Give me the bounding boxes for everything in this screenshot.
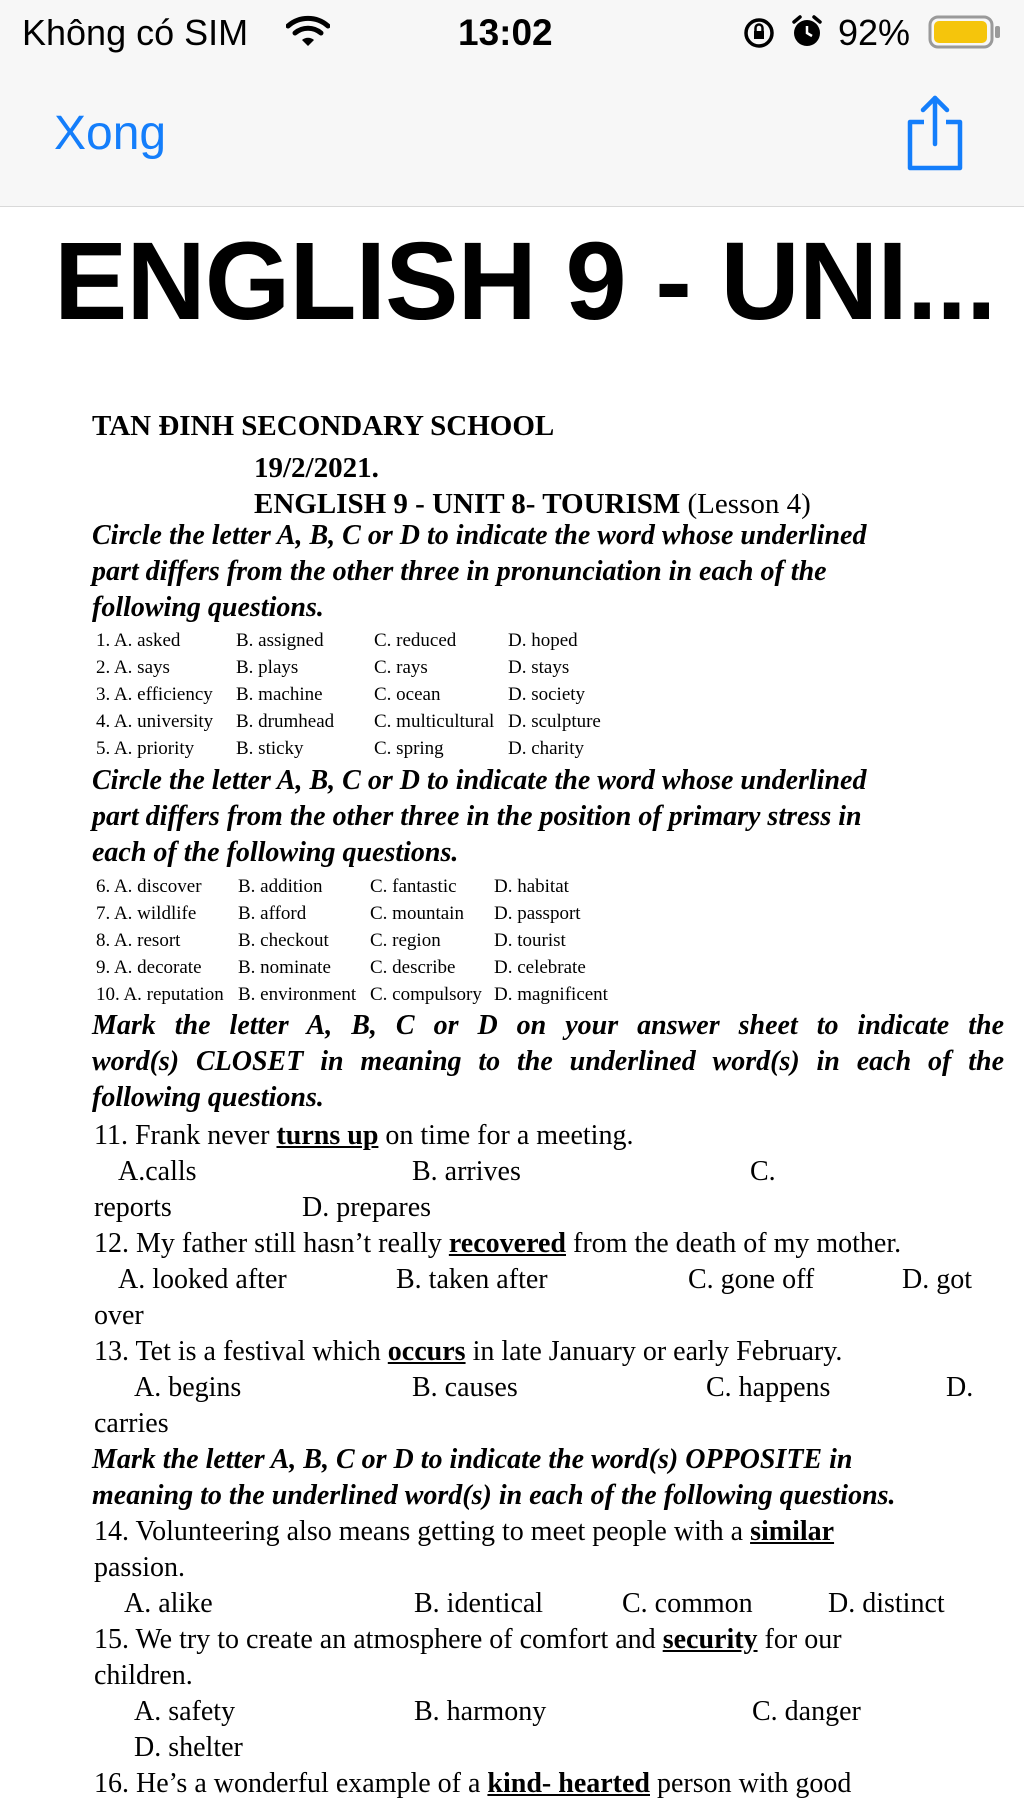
battery-percent: 92% (838, 12, 911, 53)
option-d: D. passport (494, 903, 581, 924)
option-d: D. hoped (508, 630, 578, 651)
carrier-label: Không có SIM (22, 12, 249, 53)
option-d-continued: over (94, 1300, 144, 1331)
option-c-continued: reports (94, 1192, 172, 1223)
option-d: D. stays (508, 657, 570, 678)
question-12: 12. My father still hasn’t really recovered from the death of my mother. (94, 1228, 902, 1259)
option-c: C. rays (374, 657, 428, 678)
option-c: C. multicultural (374, 711, 495, 732)
question-15: 15. We try to create an atmosphere of comfort and security for our (94, 1624, 842, 1655)
heading-title: ENGLISH 9 - UNIT 8- TOURISM (254, 488, 681, 520)
underlined-word: recovered (448, 1228, 566, 1259)
done-button[interactable]: Xong (54, 107, 167, 160)
question-14-continued: passion. (94, 1552, 185, 1583)
option-a: A. alike (124, 1588, 213, 1619)
underlined-word: turns up (276, 1120, 379, 1151)
option-d: D. got (902, 1264, 972, 1295)
option-a: 10. A. reputation (96, 984, 224, 1005)
option-d: D. distinct (828, 1588, 945, 1619)
question-11: 11. Frank never turns up on time for a meeting. (94, 1120, 634, 1151)
section1-instruction-line3: following questions. (92, 592, 324, 623)
option-b: B. arrives (412, 1156, 521, 1187)
section3-instruction-line1: Mark the letter A, B, C or D on your answer sheet to indicate the (92, 1010, 1004, 1041)
option-c: C. ocean (374, 684, 441, 705)
option-c: C. gone off (688, 1264, 815, 1295)
question-15-continued: children. (94, 1660, 193, 1691)
underlined-word: occurs (387, 1336, 466, 1367)
option-c: C. common (622, 1588, 753, 1619)
share-icon[interactable] (904, 94, 966, 179)
option-d: D. (946, 1372, 974, 1403)
option-a: A. begins (134, 1372, 242, 1403)
question-13: 13. Tet is a festival which occurs in late January or early February. (94, 1336, 843, 1367)
option-b: B. identical (414, 1588, 544, 1619)
section4-instruction-line2: meaning to the underlined word(s) in each of the following questions. (92, 1480, 896, 1511)
option-b: B. drumhead (236, 711, 335, 732)
option-a: A.calls (118, 1156, 197, 1187)
school-name: TAN ĐINH SECONDARY SCHOOL (92, 410, 555, 442)
document-date: 19/2/2021. (254, 452, 379, 484)
option-c: C. compulsory (370, 984, 482, 1005)
option-d: D. prepares (302, 1192, 432, 1223)
rotation-lock-icon (742, 16, 776, 55)
option-a: 3. A. efficiency (96, 684, 213, 705)
status-bar (0, 0, 1024, 62)
section2-instruction-line3: each of the following questions. (92, 837, 459, 868)
option-d: D. shelter (134, 1732, 243, 1763)
option-b: B. plays (236, 657, 299, 678)
option-d: D. society (508, 684, 586, 705)
option-d: D. habitat (494, 876, 569, 897)
wifi-icon (286, 14, 330, 53)
section1-instruction-line2: part differs from the other three in pronunciation in each of the (92, 556, 827, 587)
option-d: D. charity (508, 738, 584, 759)
option-c: C. reduced (374, 630, 457, 651)
document-heading (254, 488, 811, 521)
alarm-icon (790, 14, 824, 55)
section2-instruction-line2: part differs from the other three in the position of primary stress in (92, 801, 862, 832)
document-title: ENGLISH 9 - UNI... (54, 220, 996, 343)
option-d: D. sculpture (508, 711, 601, 732)
heading-lesson: (Lesson 4) (680, 488, 811, 520)
option-d: D. tourist (494, 930, 566, 951)
option-b: B. causes (412, 1372, 518, 1403)
option-b: B. addition (238, 876, 323, 897)
option-b: B. nominate (238, 957, 331, 978)
option-a: 8. A. resort (96, 930, 181, 951)
option-c: C. describe (370, 957, 456, 978)
option-a: 4. A. university (96, 711, 214, 732)
option-b: B. machine (236, 684, 323, 705)
option-b: B. environment (238, 984, 357, 1005)
option-b: B. taken after (396, 1264, 548, 1295)
underlined-word: kind- hearted (487, 1768, 650, 1799)
clock: 13:02 (458, 12, 553, 53)
option-a: 1. A. asked (96, 630, 181, 651)
option-b: B. afford (238, 903, 307, 924)
question-14: 14. Volunteering also means getting to meet people with a similar (94, 1516, 835, 1547)
option-c: C. fantastic (370, 876, 457, 897)
option-a: 2. A. says (96, 657, 170, 678)
option-a: 5. A. priority (96, 738, 195, 759)
option-c: C. danger (752, 1696, 861, 1727)
option-a: A. safety (134, 1696, 236, 1727)
option-d: D. celebrate (494, 957, 586, 978)
section3-instruction-line2: word(s) CLOSET in meaning to the underlined word(s) in each of the (92, 1046, 1004, 1077)
section1-instruction-line1: Circle the letter A, B, C or D to indicate the word whose underlined (92, 520, 867, 551)
option-a: 9. A. decorate (96, 957, 202, 978)
battery-icon (928, 14, 1002, 55)
option-b: B. harmony (414, 1696, 547, 1727)
option-a: A. looked after (118, 1264, 287, 1295)
nav-bar (0, 62, 1024, 207)
option-c: C. spring (374, 738, 444, 759)
underlined-word: similar (750, 1516, 835, 1547)
section3-instruction-line3: following questions. (92, 1082, 324, 1113)
option-b: B. assigned (236, 630, 324, 651)
option-c: C. region (370, 930, 441, 951)
option-d-continued: carries (94, 1408, 169, 1439)
option-b: B. checkout (238, 930, 329, 951)
option-d: D. magnificent (494, 984, 608, 1005)
option-c: C. happens (706, 1372, 831, 1403)
section4-instruction-line1: Mark the letter A, B, C or D to indicate the word(s) OPPOSITE in (92, 1444, 853, 1475)
underlined-word: security (662, 1624, 758, 1655)
option-b: B. sticky (236, 738, 304, 759)
option-c: C. (750, 1156, 776, 1187)
option-c: C. mountain (370, 903, 464, 924)
section2-instruction-line1: Circle the letter A, B, C or D to indicate the word whose underlined (92, 765, 867, 796)
option-a: 6. A. discover (96, 876, 202, 897)
question-16: 16. He’s a wonderful example of a kind- hearted person with good (94, 1768, 852, 1799)
option-a: 7. A. wildlife (96, 903, 197, 924)
